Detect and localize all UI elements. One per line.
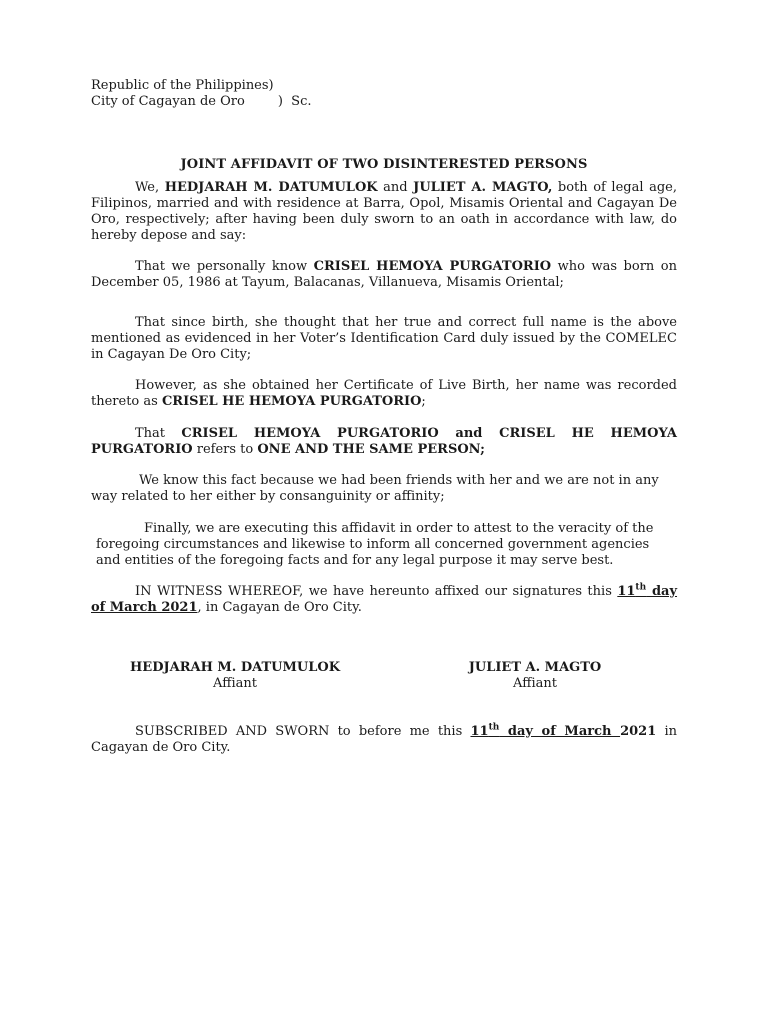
both-names: CRISEL HEMOYA PURGATORIO and CRISEL HE HEMOYA PURGATORIO (91, 426, 677, 457)
paragraph-since-birth: That since birth, she thought that her true and correct full name is the above mentioned as evidenced in her Voter’s Identification Card duly issued by the COMELEC in Cagayan De Oro City; (91, 315, 677, 362)
witness-day-suffix: th (635, 582, 647, 593)
paragraph-friends: We know this fact because we had been friends with her and we are not in any way related to her either by consanguinity or affinity; (91, 473, 659, 504)
signatory-name-2: JULIET A. MAGTO (468, 660, 602, 675)
jurat-year: 2021 (620, 724, 657, 739)
jurat-text-b: in Cagayan de Oro City. (91, 724, 677, 755)
affiant-name-2: JULIET A. MAGTO, (413, 180, 553, 195)
paragraph-affiants (91, 180, 677, 244)
venue-line-city: City of Cagayan de Oro ) Sc. (91, 94, 312, 109)
same-person-phrase: ONE AND THE SAME PERSON; (257, 442, 485, 457)
paragraph-same-person (91, 426, 677, 458)
p5-text-b: refers to (192, 442, 258, 457)
p5-text-a: That (135, 426, 182, 441)
p2-text-a: That we personally know (135, 259, 314, 274)
p1-text-a: We, (135, 180, 165, 195)
witness-day-rest: day of March 2021 (91, 584, 678, 615)
p4-text-a: However, as she obtained her Certificate of Live Birth, her name was recorded thereto as (91, 378, 677, 409)
p1-text-b: and (377, 180, 414, 195)
subject-name: CRISEL HEMOYA PURGATORIO (313, 259, 552, 274)
affiant-name-1: HEDJARAH M. DATUMULOK (164, 180, 378, 195)
p2-text-b: who was born on December 05, 1986 at Tayum, Balacanas, Villanueva, Misamis Oriental; (91, 259, 677, 290)
witness-day-number: 11 (617, 584, 636, 599)
p4-text-b: ; (421, 394, 426, 409)
signatory-role-2: Affiant (513, 676, 557, 691)
signature-block-2 (430, 660, 640, 692)
signatory-name-1: HEDJARAH M. DATUMULOK (130, 660, 340, 675)
paragraph-finally: Finally, we are executing this affidavit in order to attest to the veracity of the foregoing circumstances and likewise to inform all concerned government agencies and entities of the foregoing facts and for any legal purpose it may serve best. (96, 521, 654, 568)
document-title: JOINT AFFIDAVIT OF TWO DISINTERESTED PERSONS (180, 157, 588, 172)
paragraph-live-birth (91, 378, 677, 410)
jurat-paragraph (91, 724, 677, 756)
paragraph-personal-knowledge (91, 259, 677, 291)
signatory-role-1: Affiant (213, 676, 257, 691)
jurat-day-suffix: th (488, 722, 500, 733)
signature-block-1 (110, 660, 360, 692)
jurat-text-a: SUBSCRIBED AND SWORN to before me this (135, 724, 471, 739)
jurat-day-number: 11 (470, 724, 489, 739)
p1-text-c: both of legal age, Filipinos, married and with residence at Barra, Opol, Misamis Oriental and Cagayan De Oro, respectively; after having been duly sworn to an oath in accordance with law, do hereby depose and say: (91, 180, 677, 243)
venue-block (91, 78, 391, 110)
paragraph-witness (91, 584, 677, 616)
jurat-date (470, 724, 620, 739)
recorded-name: CRISEL HE HEMOYA PURGATORIO (161, 394, 422, 409)
p8-text-a: IN WITNESS WHEREOF, we have hereunto affixed our signatures this (135, 584, 618, 599)
p8-text-b: , in Cagayan de Oro City. (197, 600, 362, 615)
jurat-day-rest: day of March (499, 724, 621, 739)
venue-line-republic: Republic of the Philippines) (91, 78, 274, 93)
